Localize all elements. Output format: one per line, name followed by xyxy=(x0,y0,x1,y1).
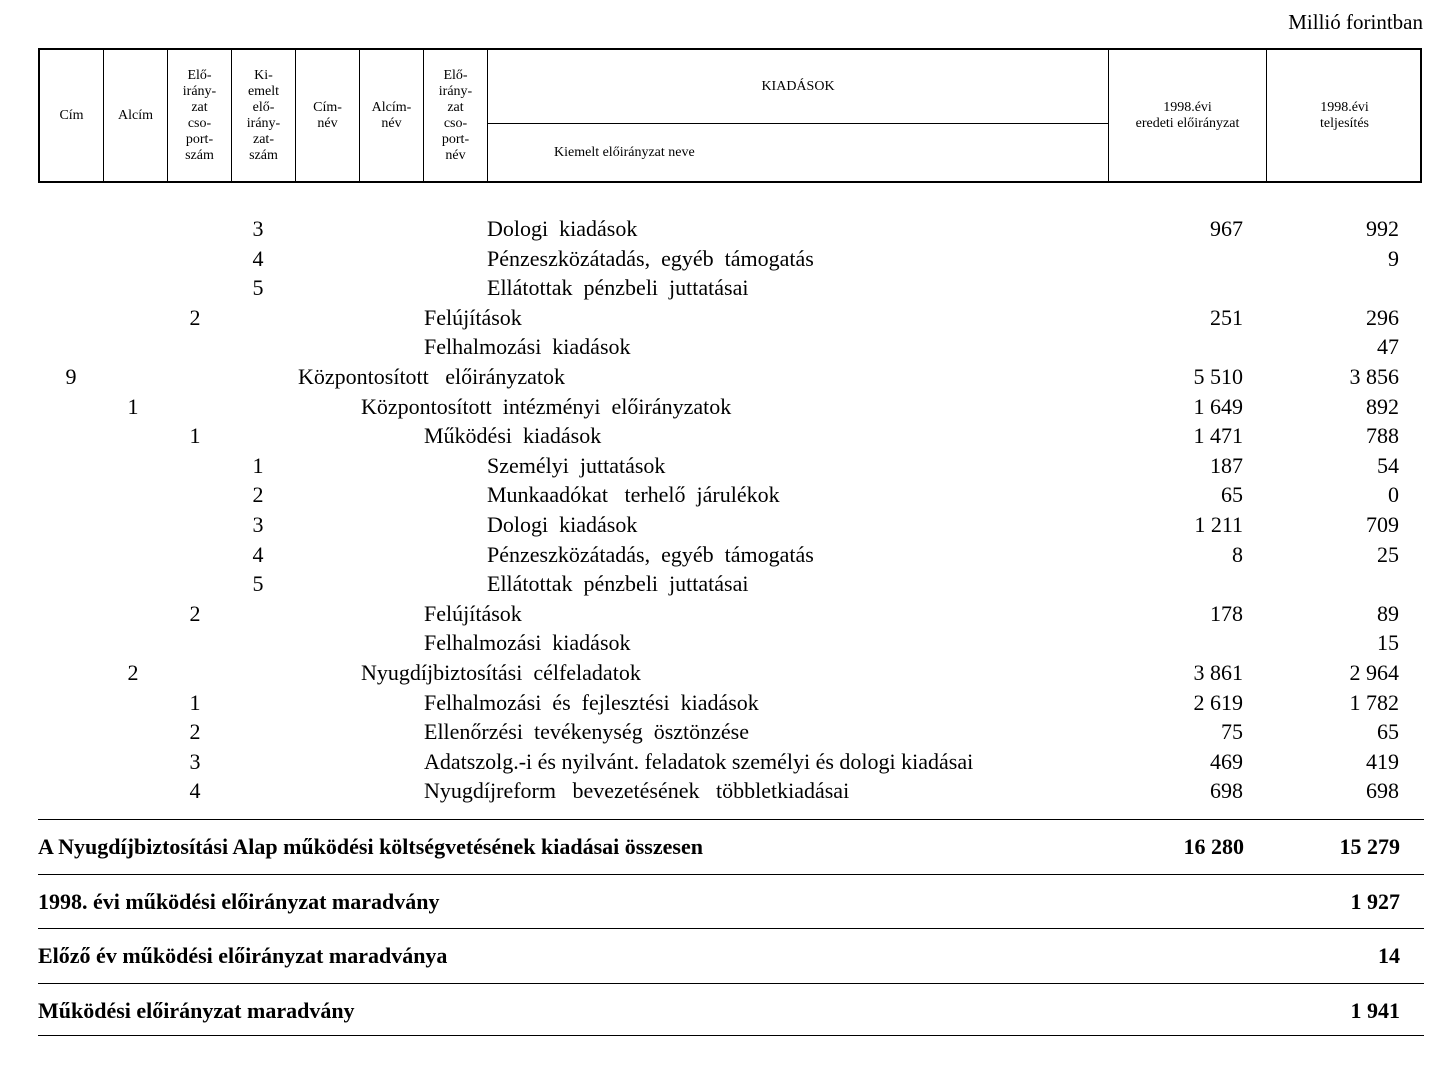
header-kiadasok: KIADÁSOK xyxy=(488,50,1108,124)
row-name: Pénzeszközátadás, egyéb támogatás xyxy=(487,541,814,567)
row-eredeti-value: 178 xyxy=(1210,600,1243,626)
row-code: 3 xyxy=(252,216,264,241)
row-teljesites-value: 788 xyxy=(1366,423,1399,449)
row-code: 9 xyxy=(65,364,77,389)
row-eredeti-value: 251 xyxy=(1210,304,1243,330)
row-teljesites-value: 296 xyxy=(1366,304,1399,330)
table-row xyxy=(0,749,1443,779)
total-row xyxy=(38,983,1424,1038)
row-code: 2 xyxy=(189,719,201,745)
row-code: 1 xyxy=(189,689,201,715)
header-eloiranyzat-csoportnev: Elő- irány- zat cso- port- név xyxy=(424,50,488,181)
row-eredeti-value: 698 xyxy=(1210,778,1243,804)
row-eredeti-value: 187 xyxy=(1210,452,1243,478)
row-teljesites-value: 89 xyxy=(1377,600,1399,626)
row-code: 4 xyxy=(252,541,264,567)
row-name: Ellátottak pénzbeli juttatásai xyxy=(487,275,749,301)
total-eredeti-value: 16 280 xyxy=(1183,834,1244,859)
row-eredeti-value: 2 619 xyxy=(1193,689,1243,715)
row-code: 2 xyxy=(189,304,201,330)
row-name: Munkaadókat terhelő járulékok xyxy=(487,482,780,508)
table-row xyxy=(0,216,1443,246)
row-eredeti-value: 65 xyxy=(1221,482,1243,508)
row-name: Központosított előirányzatok xyxy=(298,364,565,389)
row-eredeti-value: 469 xyxy=(1210,748,1243,774)
row-code: 5 xyxy=(252,275,264,301)
row-name: Felújítások xyxy=(424,600,522,626)
total-teljesites-value: 1 927 xyxy=(1350,888,1400,914)
total-teljesites-value: 1 941 xyxy=(1350,997,1400,1023)
table-row xyxy=(0,275,1443,305)
total-row xyxy=(38,874,1424,929)
total-row xyxy=(38,928,1424,983)
table-row xyxy=(0,246,1443,276)
header-alcim: Alcím xyxy=(104,50,168,181)
row-teljesites-value: 709 xyxy=(1366,512,1399,537)
table-row xyxy=(0,542,1443,572)
row-teljesites-value: 9 xyxy=(1388,245,1399,271)
table-row xyxy=(0,690,1443,720)
row-name: Központosított intézményi előirányzatok xyxy=(361,393,732,419)
row-code: 3 xyxy=(252,512,264,537)
table-row xyxy=(0,778,1443,808)
table-row xyxy=(0,512,1443,542)
row-eredeti-value: 1 211 xyxy=(1194,512,1243,537)
row-code: 2 xyxy=(127,660,139,685)
row-eredeti-value: 5 510 xyxy=(1193,364,1243,389)
header-cim: Cím xyxy=(40,50,104,181)
table-row xyxy=(0,305,1443,335)
row-teljesites-value: 3 856 xyxy=(1349,364,1399,389)
table-row xyxy=(0,364,1443,394)
table-header xyxy=(38,48,1422,183)
row-teljesites-value: 54 xyxy=(1377,452,1399,478)
table-row xyxy=(0,660,1443,690)
row-name: Működési kiadások xyxy=(424,423,602,449)
row-eredeti-value: 967 xyxy=(1210,216,1243,241)
row-name: Ellenőrzési tevékenység ösztönzése xyxy=(424,719,749,745)
row-code: 5 xyxy=(252,571,264,597)
table-row xyxy=(0,630,1443,660)
row-name: Dologi kiadások xyxy=(487,512,638,537)
total-label: 1998. évi működési előirányzat maradvány xyxy=(38,888,440,914)
header-kiemelt-nev: Kiemelt előirányzat neve xyxy=(554,144,695,160)
row-code: 2 xyxy=(189,600,201,626)
total-label: Működési előirányzat maradvány xyxy=(38,997,355,1023)
header-teljesites: 1998.évi teljesítés xyxy=(1320,99,1369,131)
unit-label: Millió forintban xyxy=(1288,10,1423,34)
row-teljesites-value: 698 xyxy=(1366,778,1399,804)
header-alcimnev: Alcím- név xyxy=(360,50,424,181)
row-teljesites-value: 47 xyxy=(1377,334,1399,360)
row-name: Nyugdíjbiztosítási célfeladatok xyxy=(361,660,641,685)
row-teljesites-value: 25 xyxy=(1377,541,1399,567)
total-teljesites-value: 15 279 xyxy=(1339,834,1400,859)
row-teljesites-value: 65 xyxy=(1377,719,1399,745)
table-row xyxy=(0,571,1443,601)
row-eredeti-value: 75 xyxy=(1221,719,1243,745)
bottom-rule xyxy=(38,1035,1424,1036)
header-eredeti: 1998.évi eredeti előirányzat xyxy=(1109,50,1267,181)
row-name: Ellátottak pénzbeli juttatásai xyxy=(487,571,749,597)
row-code: 1 xyxy=(252,452,264,478)
total-teljesites-value: 14 xyxy=(1378,943,1400,968)
row-eredeti-value: 1 471 xyxy=(1193,423,1243,449)
row-code: 4 xyxy=(189,778,201,804)
row-code: 4 xyxy=(252,245,264,271)
row-teljesites-value: 15 xyxy=(1377,630,1399,656)
row-code: 2 xyxy=(252,482,264,508)
row-name: Adatszolg.-i és nyilvánt. feladatok személyi és dologi kiadásai xyxy=(424,748,974,774)
row-eredeti-value: 8 xyxy=(1232,541,1243,567)
row-name: Felhalmozási kiadások xyxy=(424,630,631,656)
table-row xyxy=(0,453,1443,483)
table-row xyxy=(0,601,1443,631)
table-row xyxy=(0,334,1443,364)
row-name: Felújítások xyxy=(424,304,522,330)
total-row xyxy=(38,819,1424,874)
header-cimnev: Cím- név xyxy=(296,50,360,181)
row-name: Személyi juttatások xyxy=(487,452,666,478)
header-eloiranyzat-csoportszam: Elő- irány- zat cso- port- szám xyxy=(168,50,232,181)
row-eredeti-value: 1 649 xyxy=(1193,393,1243,419)
row-teljesites-value: 2 964 xyxy=(1349,660,1399,685)
row-name: Felhalmozási kiadások xyxy=(424,334,631,360)
row-teljesites-value: 0 xyxy=(1388,482,1399,508)
row-teljesites-value: 892 xyxy=(1366,393,1399,419)
row-teljesites-value: 1 782 xyxy=(1349,689,1399,715)
row-name: Nyugdíjreform bevezetésének többletkiadásai xyxy=(424,778,850,804)
row-code: 1 xyxy=(127,393,139,419)
row-name: Dologi kiadások xyxy=(487,216,638,241)
row-teljesites-value: 419 xyxy=(1366,748,1399,774)
header-kiemelt-eloiranyzatszam: Ki- emelt elő- irány- zat- szám xyxy=(232,50,296,181)
row-code: 3 xyxy=(189,748,201,774)
table-row xyxy=(0,719,1443,749)
row-teljesites-value: 992 xyxy=(1366,216,1399,241)
row-name: Pénzeszközátadás, egyéb támogatás xyxy=(487,245,814,271)
table-row xyxy=(0,423,1443,453)
row-name: Felhalmozási és fejlesztési kiadások xyxy=(424,689,759,715)
total-label: A Nyugdíjbiztosítási Alap működési költségvetésének kiadásai összesen xyxy=(38,834,703,859)
total-label: Előző év működési előirányzat maradványa xyxy=(38,943,448,968)
table-row xyxy=(0,394,1443,424)
table-row xyxy=(0,482,1443,512)
row-eredeti-value: 3 861 xyxy=(1193,660,1243,685)
row-code: 1 xyxy=(189,423,201,449)
